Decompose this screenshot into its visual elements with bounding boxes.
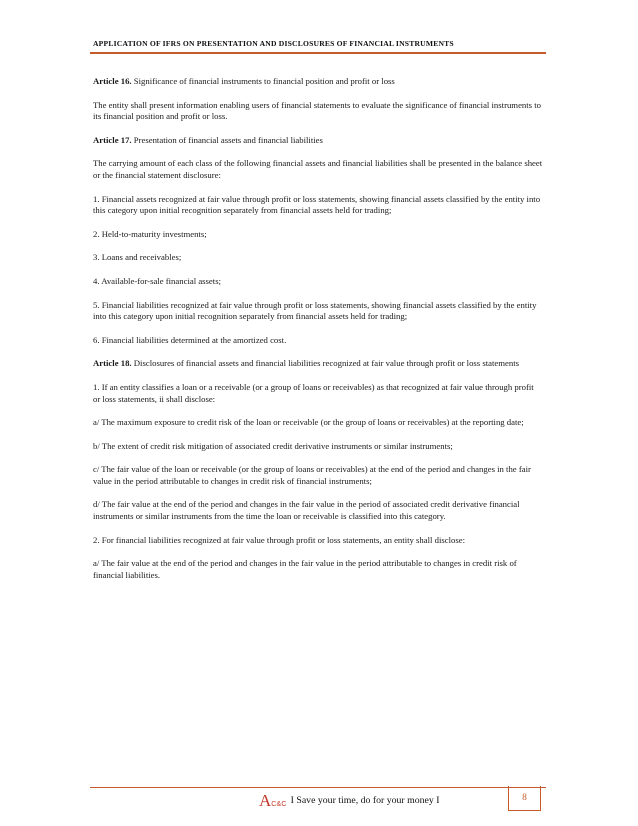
paragraph-text: The entity shall present information enabling users of financial statements to evaluate the significance of financial instruments to its financial position and profit or loss.	[93, 99, 541, 122]
paragraph	[93, 76, 543, 88]
body-text	[93, 76, 543, 593]
paragraph-text: a/ The fair value at the end of the period and changes in the fair value in the period attributable to changes in credit risk of financial liabilities.	[93, 558, 517, 580]
company-logo	[259, 792, 287, 809]
paragraph-text: 2. For financial liabilities recognized at fair value through profit or loss statements, an entity shall disclose:	[93, 534, 466, 545]
footer	[259, 789, 440, 811]
paragraph	[93, 194, 543, 217]
paragraph	[93, 100, 543, 123]
page-number: 8	[508, 786, 541, 811]
footer-divider	[90, 787, 546, 788]
paragraph	[93, 464, 543, 487]
footer-tagline: I Save your time, do for your money I	[290, 794, 440, 806]
paragraph	[93, 229, 543, 241]
paragraph	[93, 382, 543, 405]
paragraph-text: 5. Financial liabilities recognized at fair value through profit or loss statements, showing financial assets classified by the entity into this category upon initial recognition separately from financial assets held for trading;	[93, 299, 537, 322]
paragraph-text: Disclosures of financial assets and financial liabilities recognized at fair value through profit or loss statements	[131, 358, 520, 369]
paragraph-text: 1. If an entity classifies a loan or a receivable (or a group of loans or receivables) as that recognized at fair value through profit or loss statements, ii shall disclose:	[93, 381, 534, 404]
paragraph-text: c/ The fair value of the loan or receivable (or the group of loans or receivables) at the end of the period and changes in the fair value in the period attributable to changes in credit risk of financial instruments;	[93, 464, 531, 486]
paragraph-text: The carrying amount of each class of the following financial assets and financial liabilities shall be presented in the balance sheet or the financial statement disclosure:	[93, 158, 543, 180]
header-divider	[90, 52, 546, 54]
paragraph-text: a/ The maximum exposure to credit risk of the loan or receivable (or the group of loans or receivables) at the reporting date;	[93, 417, 524, 428]
paragraph-text: Significance of financial instruments to financial position and profit or loss	[131, 76, 395, 86]
logo-letter: A	[259, 790, 272, 810]
paragraph	[93, 441, 543, 453]
paragraph-text: 1. Financial assets recognized at fair value through profit or loss statements, showing financial assets classified by the entity into this category upon initial recognition separately from financial assets held for trading;	[93, 193, 541, 216]
paragraph	[93, 300, 543, 323]
running-header: APPLICATION OF IFRS ON PRESENTATION AND DISCLOSURES OF FINANCIAL INSTRUMENTS	[93, 39, 454, 48]
paragraph-text: 3. Loans and receivables;	[93, 252, 182, 263]
paragraph-bold-lead: Article 16.	[93, 76, 132, 86]
paragraph	[93, 158, 543, 181]
paragraph	[93, 535, 543, 547]
paragraph-text: 4. Available-for-sale financial assets;	[93, 275, 221, 286]
paragraph	[93, 358, 543, 370]
paragraph	[93, 135, 543, 147]
paragraph-bold-lead: Article 18.	[93, 358, 132, 369]
paragraph	[93, 252, 543, 264]
paragraph-text: 2. Held-to-maturity investments;	[93, 228, 207, 239]
paragraph-text: 6. Financial liabilities determined at the amortized cost.	[93, 334, 287, 345]
paragraph-text: d/ The fair value at the end of the period and changes in the fair value in the period of associated credit derivative financial instruments or similar instruments from the time the loan or receivable is classified into this category.	[93, 499, 520, 522]
paragraph-bold-lead: Article 17.	[93, 134, 132, 145]
paragraph	[93, 335, 543, 347]
paragraph	[93, 417, 543, 429]
paragraph	[93, 276, 543, 288]
paragraph	[93, 499, 543, 522]
logo-text: C&C	[271, 800, 287, 808]
paragraph-text: Presentation of financial assets and financial liabilities	[131, 134, 323, 145]
paragraph	[93, 558, 543, 581]
paragraph-text: b/ The extent of credit risk mitigation of associated credit derivative instruments or similar instruments;	[93, 440, 453, 451]
